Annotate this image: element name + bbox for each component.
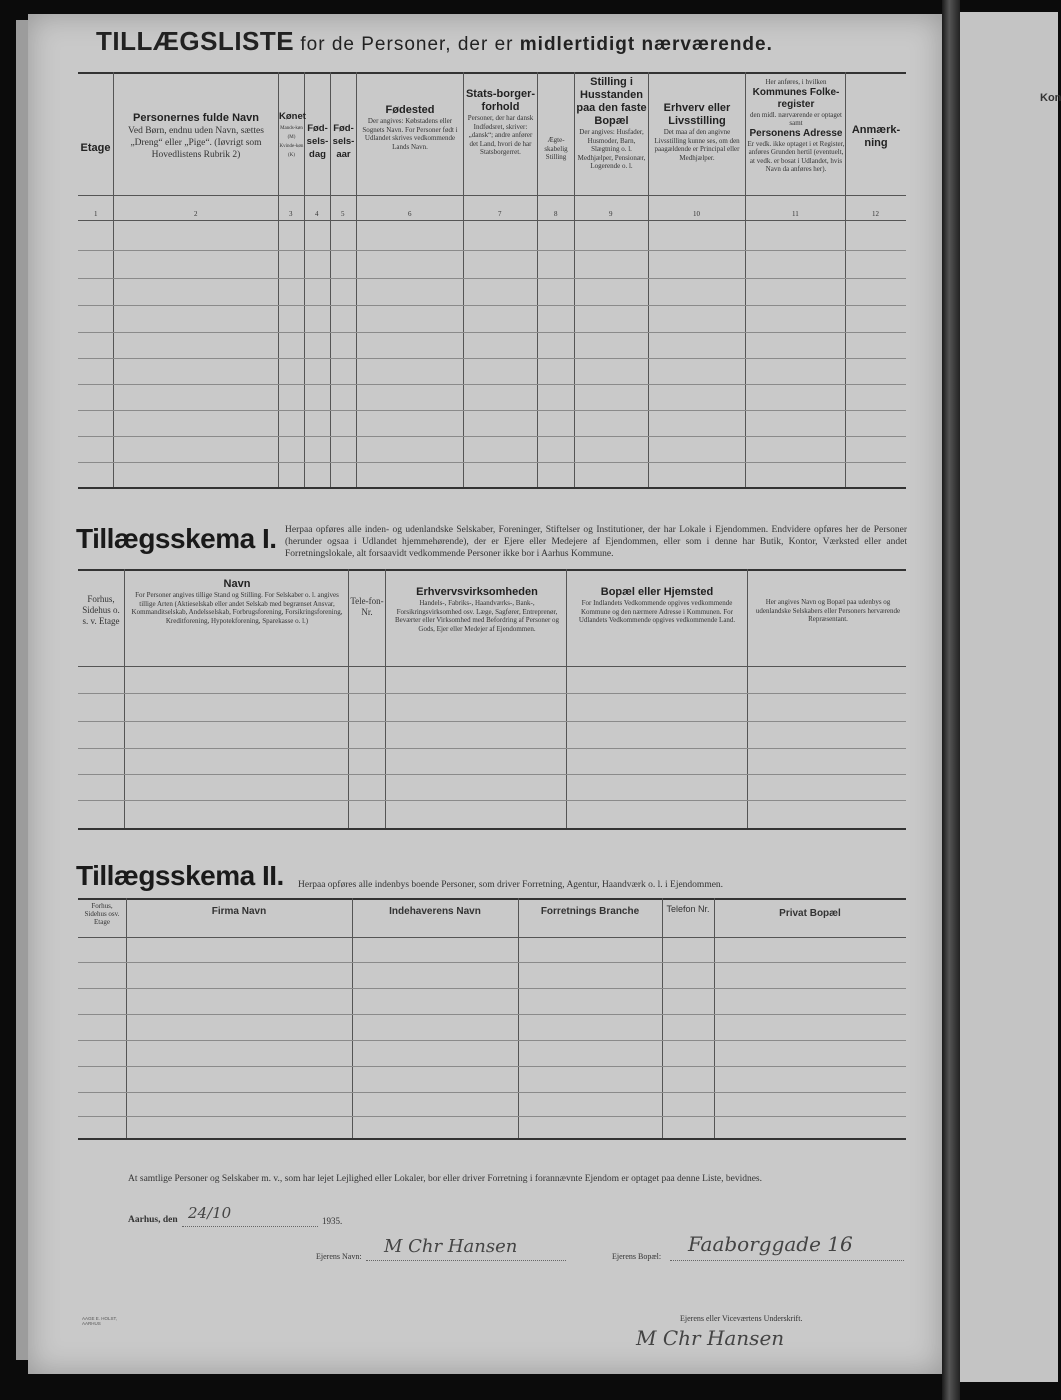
skema1-intro: Herpaa opføres alle inden- og udenlandske Selskaber, Foreninger, Stiftelser og Institutioner, der har Lokale i Ejendommen. Endvidere opføres her de Personer (herunder ogsaa i Udlandet hjemmehørende), der er Ejere eller Medejere af Ejendommen, eller som i denne har Butik, Kontor, Værksted eller andet Forretningslokale, alt forsaavidt vedkommende Personer ikke bor i Aarhus Kommune.: [285, 525, 907, 559]
col-header-foedselsdag: Fød-sels-dag: [306, 123, 329, 160]
col-header-statsborger: Stats-borger-forhold Personer, der har dansk Indfødsret, skriver: „dansk“; andre anfører det Land, hvori de har Statsborgerret.: [465, 88, 536, 156]
col-num: 3: [289, 210, 293, 218]
owner-address-handwritten: Faaborggade 16: [688, 1232, 853, 1256]
col-num: 7: [498, 210, 502, 218]
skema2-title: Tillægsskema II.: [76, 860, 284, 891]
year-label: 1935.: [322, 1216, 343, 1226]
col-num: 10: [693, 210, 700, 218]
col-num: 8: [554, 210, 558, 218]
owner-address-label: Ejerens Bopæl:: [612, 1252, 662, 1261]
title-end: midlertidigt nærværende.: [519, 34, 773, 55]
declaration-text: At samtlige Personer og Selskaber m. v., som har lejet Lejlighed eller Lokaler, bor eller driver Forretning i forannævnte Ejendom er optaget paa denne Liste, bevidnes.: [128, 1174, 762, 1184]
place-label: Aarhus, den: [128, 1215, 178, 1225]
col-header-erhverv: Erhverv eller Livsstilling Det maa af den angivne Livsstilling kunne ses, om den paagældende er Principal eller Medhjælper.: [654, 102, 740, 162]
book-spine: [942, 0, 960, 1400]
page-title: [96, 26, 773, 57]
col-num: 4: [315, 210, 319, 218]
skema1-col-repraesentant: Her angives Navn og Bopæl paa udenbys og udenlandske Selskabers eller Personers herværende Repræsentant.: [755, 598, 901, 623]
next-page-stub: Kon: [1040, 92, 1061, 104]
skema1-col-etage: Forhus, Sidehus o. s. v. Etage: [82, 594, 120, 626]
title-mid: for de Personer, der er: [294, 34, 520, 55]
skema2-col-indehaver: Indehaverens Navn: [389, 906, 481, 917]
date-handwritten: 24/10: [188, 1204, 232, 1222]
form-page: [28, 14, 942, 1374]
col-num: 6: [408, 210, 412, 218]
signature-handwritten: M Chr Hansen: [636, 1326, 785, 1350]
col-num: 2: [194, 210, 198, 218]
col-num: 1: [94, 210, 98, 218]
skema1-col-navn: Navn For Personer angives tillige Stand og Stilling. For Selskaber o. l. angives tillige Arten (Aktieselskab eller andet Selskab med begrænset Ansvar, Kommanditselskab, Andelsselskab, Forbrugsforening, Forsikringsforening, Kreditforening, Hypotekforening, Sparekasse o. l.): [131, 578, 343, 625]
title-main: TILLÆGSLISTE: [96, 26, 295, 56]
col-header-kon: Kønet Mands-køn (M) Kvinde-køn (K): [279, 111, 306, 158]
col-num: 9: [609, 210, 613, 218]
col-header-etage: Etage: [80, 142, 111, 154]
skema2-intro: Herpaa opføres alle indenbys boende Personer, som driver Forretning, Agentur, Haandværk o. l. i Ejendommen.: [298, 880, 724, 890]
skema2-col-telefon: Telefon Nr.: [666, 904, 710, 914]
skema2-col-bopael: Privat Bopæl: [779, 908, 841, 919]
col-header-foedselsaar: Fød-sels-aar: [332, 123, 355, 160]
printer-imprint: AAGE E. HOLST, AARHUS: [82, 1316, 118, 1326]
skema1-col-erhverv: Erhvervsvirksomheden Handels-, Fabriks-, Haandværks-, Bank-, Forsikringsvirksomhed osv. Læge, Sagfører, Entreprenør, Beværter eller Virksomhed med Befordring af Personer og Gods, Ejer eller Medejer af Ejendommen.: [394, 586, 560, 633]
col-header-folkeregister: Her anføres, i hvilken Kommunes Folke-register den midl. nærværende er optaget samt Personens Adresse Er vedk. ikke optaget i et Register, anføres Grunden hertil (eventuelt, at vedk. er bosat i Udlandet, hvis Navn da anføres her).: [747, 78, 845, 173]
owner-name-handwritten: M Chr Hansen: [384, 1236, 518, 1257]
col-header-navn: Personernes fulde Navn Ved Børn, endnu uden Navn, sættes „Dreng“ eller „Pige“. (Iøvrigt som Hovedlistens Rubrik 2): [128, 112, 264, 160]
next-page: [960, 12, 1061, 1382]
skema2-col-branche: Forretnings Branche: [540, 906, 640, 917]
col-header-aegteskab: Ægte-skabelig Stilling: [544, 136, 568, 161]
signature-label: Ejerens eller Viceværtens Underskrift.: [680, 1314, 803, 1323]
skema1-title: Tillægsskema I.: [76, 523, 277, 554]
col-num: 11: [792, 210, 799, 218]
col-header-husstand: Stilling i Husstanden paa den faste Bopæl Der angives: Husfader, Husmoder, Barn, Slægtning o. l. Medhjælper, Pensionær, Logerende o. l.: [576, 76, 647, 170]
col-num: 5: [341, 210, 345, 218]
skema1-col-bopael: Bopæl eller Hjemsted For Indlandets Vedkommende opgives vedkommende Kommune og den nærmere Adresse i Kommunen. For Udlandets Vedkommende opgives vedkommende Land.: [578, 586, 736, 624]
owner-name-label: Ejerens Navn:: [316, 1252, 362, 1261]
skema2-col-etage: Forhus, Sidehus osv. Etage: [84, 902, 120, 926]
skema1-col-telefon: Tele-fon-Nr.: [350, 596, 384, 617]
col-header-foedested: Fødested Der angives: Købstadens eller Sognets Navn. For Personer født i Udlandet skrives vedkommende Lands Navn.: [362, 104, 458, 151]
skema2-col-firma: Firma Navn: [211, 906, 267, 917]
col-header-anmaerkning: Anmærk-ning: [851, 124, 901, 149]
col-num: 12: [872, 210, 879, 218]
